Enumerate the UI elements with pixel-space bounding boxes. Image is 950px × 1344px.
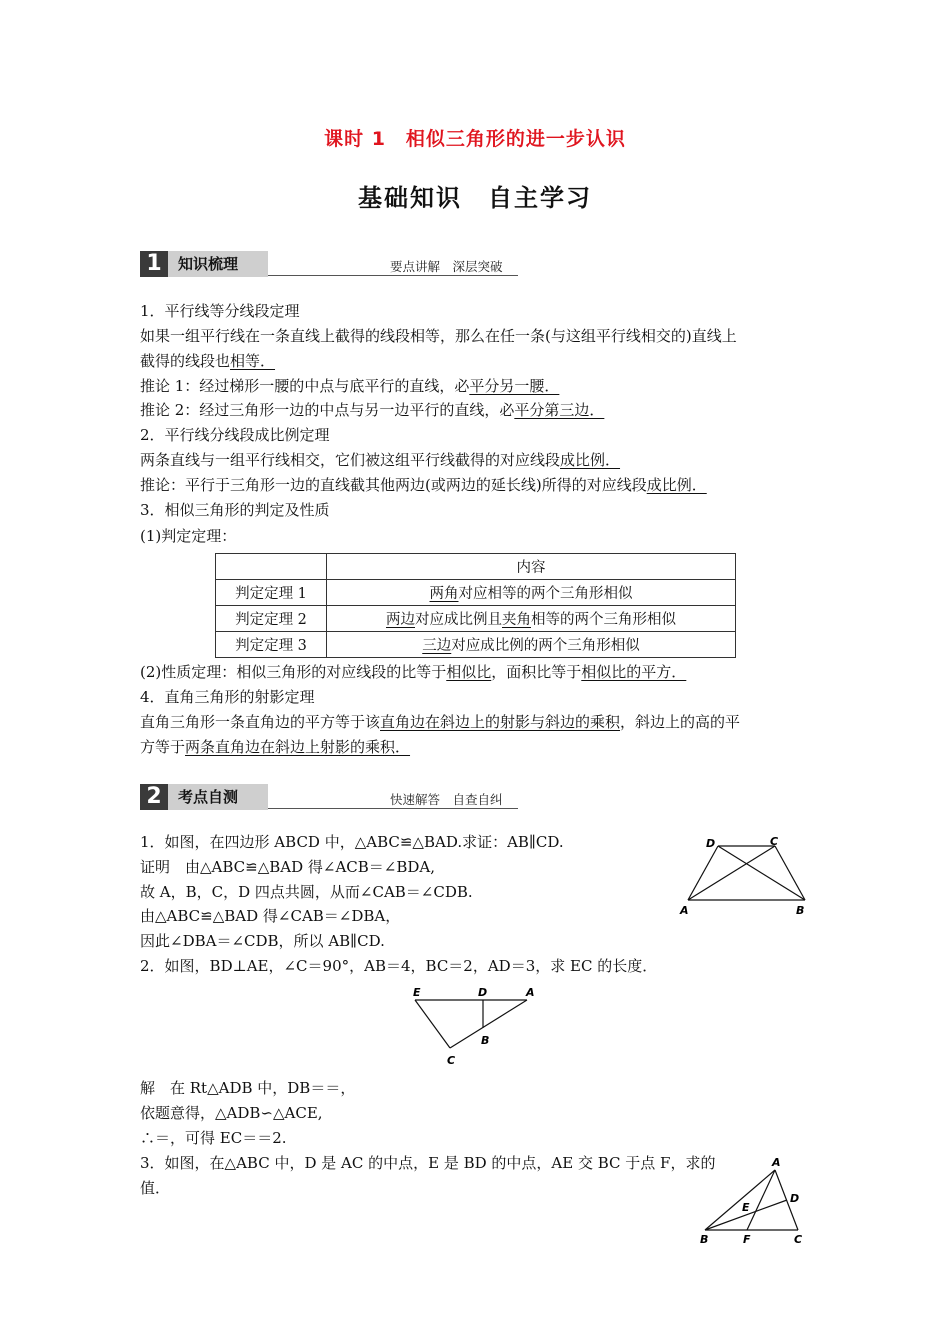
- figure-right-triangle: [405, 984, 545, 1072]
- section-name: 知识梳理: [168, 251, 268, 277]
- section-subtitle: 基础知识 自主学习: [358, 184, 592, 212]
- section-number: 2: [140, 784, 168, 810]
- point-label: C: [770, 835, 779, 848]
- heading-2: 2．平行线分线段成比例定理: [140, 426, 330, 444]
- section-header-knowledge: [140, 251, 520, 277]
- point-label: B: [481, 1034, 490, 1047]
- section-tag: 要点讲解 深层突破: [390, 259, 503, 274]
- answer-blank: 平分另一腰．: [469, 377, 560, 395]
- point-label: E: [413, 986, 421, 999]
- page-title: 课时 1 相似三角形的进一步认识: [324, 128, 626, 150]
- paragraph: 如果一组平行线在一条直线上截得的线段相等，那么在任一条(与这组平行线相交的)直线上: [140, 327, 737, 345]
- answer-blank: 两条直角边在斜边上射影的乘积．: [185, 738, 411, 756]
- answer-blank: 相等．: [230, 352, 276, 370]
- answer-blank: 相似比: [446, 663, 492, 681]
- table-cell: 两边对应成比例且夹角相等的两个三角形相似: [327, 606, 736, 632]
- figure-triangle-midpoints: [695, 1155, 815, 1250]
- table-row: [216, 606, 736, 632]
- section-rule: [268, 808, 518, 809]
- table-cell: 两角对应相等的两个三角形相似: [327, 580, 736, 606]
- section-header-selftest: [140, 784, 520, 810]
- point-label: A: [680, 904, 689, 917]
- proof-line: 证明 由△ABC≌△BAD 得∠ACB＝∠BDA,: [140, 858, 436, 876]
- paragraph: 截得的线段也相等．: [140, 352, 276, 370]
- paragraph: 推论：平行于三角形一边的直线截其他两边(或两边的延长线)所得的对应线段成比例．: [140, 476, 707, 494]
- solution-line: 解 在 Rt△ADB 中，DB＝＝，: [140, 1079, 356, 1097]
- point-label: A: [772, 1156, 781, 1169]
- point-label: A: [526, 986, 535, 999]
- question-1: 1．如图，在四边形 ABCD 中，△ABC≌△BAD.求证：AB∥CD.: [140, 833, 564, 851]
- point-label: D: [790, 1192, 800, 1205]
- answer-blank: 直角边在斜边上的射影与斜边的乘积: [380, 713, 621, 731]
- question-2: 2．如图，BD⊥AE，∠C＝90°，AB＝4，BC＝2，AD＝3，求 EC 的长度．: [140, 957, 658, 975]
- table-row: [216, 580, 736, 606]
- question-3-cont: 值．: [140, 1179, 171, 1197]
- proof-line: 因此∠DBA＝∠CDB，所以 AB∥CD.: [140, 932, 385, 950]
- paragraph: 直角三角形一条直角边的平方等于该直角边在斜边上的射影与斜边的乘积，斜边上的高的平: [140, 713, 741, 731]
- table-cell: 判定定理 3: [216, 632, 327, 658]
- answer-blank: 相似比的平方．: [581, 663, 687, 681]
- point-label: D: [478, 986, 488, 999]
- point-label: D: [706, 837, 716, 850]
- section-number: 1: [140, 251, 168, 277]
- point-label: B: [796, 904, 805, 917]
- table-header-row: [216, 554, 736, 580]
- paragraph: 推论 2：经过三角形一边的中点与另一边平行的直线，必平分第三边．: [140, 401, 605, 419]
- heading-3: 3．相似三角形的判定及性质: [140, 501, 330, 519]
- figure-trapezoid: [670, 832, 820, 922]
- paragraph: 方等于两条直角边在斜边上射影的乘积．: [140, 738, 411, 756]
- proof-line: 故 A，B，C，D 四点共圆，从而∠CAB＝∠CDB.: [140, 883, 473, 901]
- heading-1: 1．平行线等分线段定理: [140, 302, 300, 320]
- table-header: 内容: [327, 554, 736, 580]
- proof-line: 由△ABC≌△BAD 得∠CAB＝∠DBA，: [140, 907, 401, 925]
- paragraph: 推论 1：经过梯形一腰的中点与底平行的直线，必平分另一腰．: [140, 377, 560, 395]
- answer-blank: 平分第三边．: [514, 401, 605, 419]
- paragraph: (1)判定定理：: [140, 527, 237, 545]
- point-label: C: [794, 1233, 803, 1246]
- table-row: [216, 632, 736, 658]
- section-tag: 快速解答 自查自纠: [390, 792, 503, 807]
- point-label: B: [700, 1233, 709, 1246]
- answer-blank: 成比例．: [560, 451, 621, 469]
- question-3: 3．如图，在△ABC 中，D 是 AC 的中点，E 是 BD 的中点，AE 交 BC 于点 F，求的: [140, 1154, 716, 1172]
- section-name: 考点自测: [168, 784, 268, 810]
- point-label: E: [742, 1201, 750, 1214]
- section-rule: [268, 275, 518, 276]
- point-label: F: [743, 1233, 751, 1246]
- solution-line: ∴＝，可得 EC＝＝2.: [140, 1129, 287, 1147]
- heading-4: 4．直角三角形的射影定理: [140, 688, 315, 706]
- table-cell: 判定定理 1: [216, 580, 327, 606]
- solution-line: 依题意得，△ADB∽△ACE,: [140, 1104, 323, 1122]
- paragraph: (2)性质定理：相似三角形的对应线段的比等于相似比，面积比等于相似比的平方．: [140, 663, 687, 681]
- table-cell: 三边对应成比例的两个三角形相似: [327, 632, 736, 658]
- answer-blank: 成比例．: [646, 476, 707, 494]
- table-cell: 判定定理 2: [216, 606, 327, 632]
- theorem-table: [215, 553, 736, 658]
- paragraph: 两条直线与一组平行线相交，它们被这组平行线截得的对应线段成比例．: [140, 451, 621, 469]
- point-label: C: [447, 1054, 456, 1067]
